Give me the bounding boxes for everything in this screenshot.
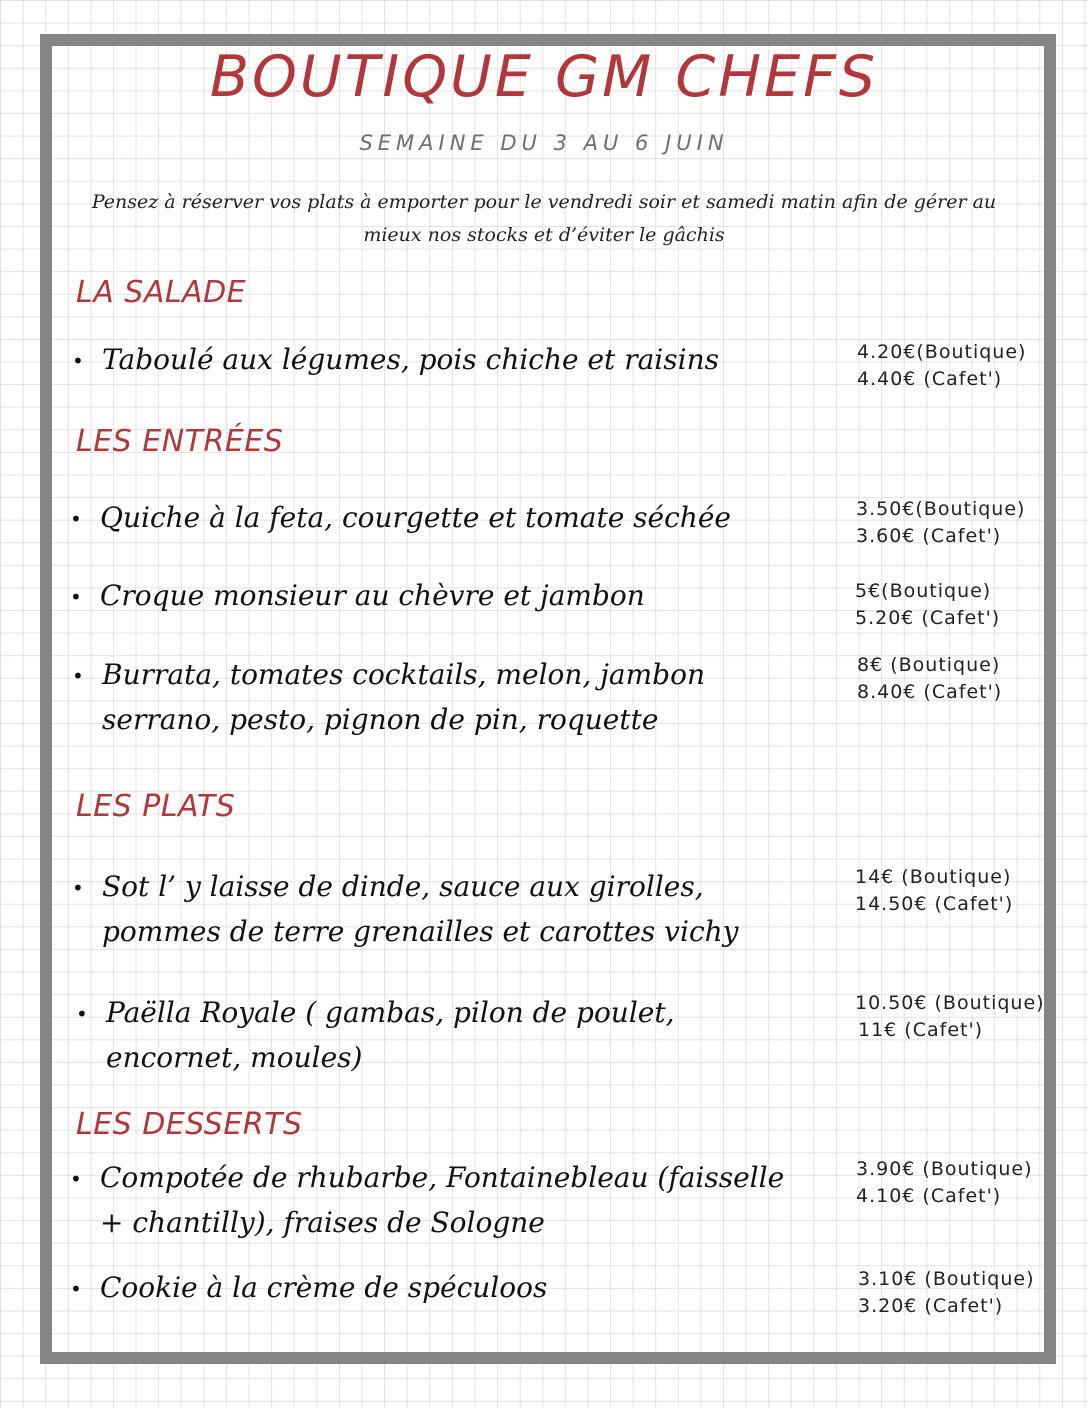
bullet: • bbox=[72, 664, 84, 688]
menu-item-croque-monsieur: Croque monsieur au chèvre et jambon bbox=[100, 579, 645, 612]
menu-item-taboule: Taboulé aux légumes, pois chiche et raisins bbox=[102, 343, 719, 376]
price-boutique: 8€ (Boutique) bbox=[857, 654, 1001, 676]
price-boutique: 10.50€ (Boutique) bbox=[855, 992, 1045, 1014]
price-boutique: 14€ (Boutique) bbox=[855, 866, 1012, 888]
price-cafet: 14.50€ (Cafet') bbox=[855, 893, 1014, 915]
price-cafet: 3.20€ (Cafet') bbox=[858, 1295, 1004, 1317]
bullet: • bbox=[70, 1277, 82, 1301]
menu-item-cookie: Cookie à la crème de spéculoos bbox=[100, 1271, 548, 1304]
menu-item-quiche: Quiche à la feta, courgette et tomate séchée bbox=[100, 501, 731, 534]
price-cafet: 4.10€ (Cafet') bbox=[856, 1185, 1002, 1207]
bullet: • bbox=[72, 349, 84, 373]
price-boutique: 5€(Boutique) bbox=[855, 580, 992, 602]
price-boutique: 3.90€ (Boutique) bbox=[856, 1158, 1033, 1180]
menu-item-paella: Paëlla Royale ( gambas, pilon de poulet, encornet, moules) bbox=[106, 996, 675, 1074]
section-heading-entrees: LES ENTRÉES bbox=[76, 424, 284, 459]
menu-item-sot-l-y-laisse: Sot l’ y laisse de dinde, sauce aux girolles, pommes de terre grenailles et carottes vichy bbox=[102, 870, 739, 948]
reservation-note: Pensez à réserver vos plats à emporter pour le vendredi soir et samedi matin afin de gérer au mieux nos stocks et d’éviter le gâchis bbox=[91, 191, 997, 246]
bullet: • bbox=[70, 1167, 82, 1191]
price-cafet: 8.40€ (Cafet') bbox=[857, 681, 1003, 703]
price-cafet: 5.20€ (Cafet') bbox=[855, 607, 1001, 629]
price-boutique: 4.20€(Boutique) bbox=[857, 341, 1027, 363]
bullet: • bbox=[76, 1002, 88, 1026]
menu-title: BOUTIQUE GM CHEFS bbox=[209, 44, 879, 110]
menu-item-compotee: Compotée de rhubarbe, Fontainebleau (faisselle + chantilly), fraises de Sologne bbox=[100, 1161, 785, 1239]
section-heading-desserts: LES DESSERTS bbox=[76, 1107, 303, 1142]
price-cafet: 4.40€ (Cafet') bbox=[857, 368, 1003, 390]
bullet: • bbox=[70, 507, 82, 531]
section-heading-plats: LES PLATS bbox=[76, 789, 236, 824]
section-heading-salade: LA SALADE bbox=[76, 275, 247, 310]
bullet: • bbox=[70, 585, 82, 609]
bullet: • bbox=[72, 876, 84, 900]
price-cafet: 11€ (Cafet') bbox=[858, 1019, 984, 1041]
price-boutique: 3.50€(Boutique) bbox=[856, 498, 1026, 520]
price-boutique: 3.10€ (Boutique) bbox=[858, 1268, 1035, 1290]
menu-subtitle: SEMAINE DU 3 AU 6 JUIN bbox=[359, 131, 729, 155]
menu-item-burrata: Burrata, tomates cocktails, melon, jambon serrano, pesto, pignon de pin, roquette bbox=[102, 658, 705, 736]
price-cafet: 3.60€ (Cafet') bbox=[856, 525, 1002, 547]
